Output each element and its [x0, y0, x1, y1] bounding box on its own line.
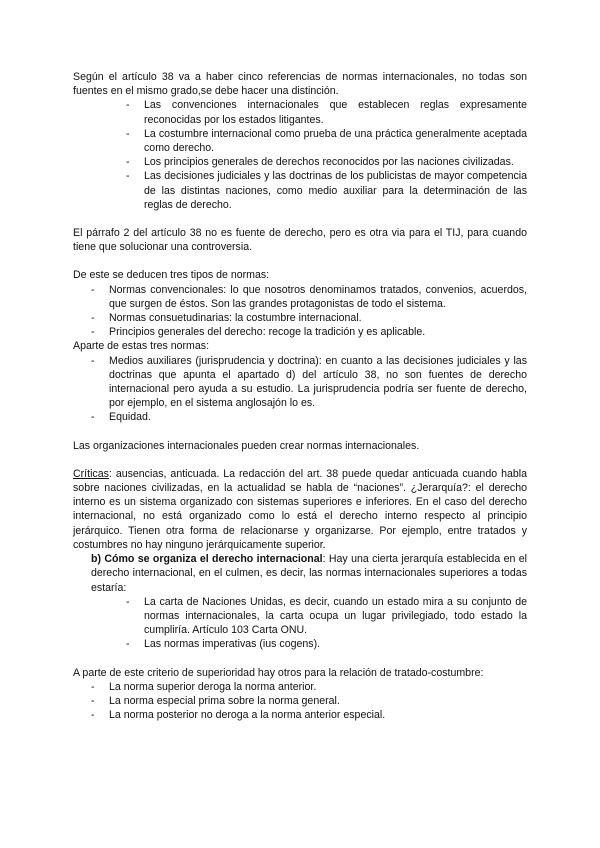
- paragraph-intro: Según el artículo 38 va a haber cinco referencias de normas internacionales, no todas son fuentes en el mismo grado,se debe hacer una distinción.: [73, 71, 527, 98]
- paragraph-criteria: A parte de este criterio de superioridad hay otros para la relación de tratado-costumbre:: [73, 666, 484, 679]
- list-item: - La costumbre internacional como prueba de una práctica generalmente aceptada como derecho.: [73, 127, 527, 155]
- paragraph-norm-types: De este se deducen tres tipos de normas:: [73, 269, 270, 282]
- page-content: [73, 70, 527, 722]
- list-item: - La norma posterior no deroga a la norma anterior especial.: [73, 708, 527, 722]
- paragraph-article-38: El párrafo 2 del artículo 38 no es fuente de derecho, pero es otra via para el TIJ, para cuando tiene que solucionar una controversia.: [73, 227, 527, 254]
- paragraph-criticas: [73, 467, 527, 552]
- list-auxiliary: [73, 354, 527, 425]
- paragraph-organizations: Las organizaciones internacionales pueden crear normas internacionales.: [73, 439, 420, 452]
- list-item: - Las convenciones internacionales que establecen reglas expresamente reconocidas por los estados litigantes.: [73, 98, 527, 126]
- paragraph-section-b: [73, 552, 527, 595]
- list-criteria: [73, 680, 527, 723]
- list-item: - Medios auxiliares (jurisprudencia y doctrina): en cuanto a las decisiones judiciales y las doctrinas que apunta el apartado d) del artículo 38, no son fuentes de derecho internacional pero ayuda a su estudio. La jurisprudencia podría ser fuente de derecho, por ejemplo, en el sistema anglosajón lo es.: [73, 354, 527, 411]
- paragraph-apart: Aparte de estas tres normas:: [73, 340, 210, 353]
- criticas-text: : ausencias, anticuada. La redacción del art. 38 puede quedar anticuada cuando habla sobre naciones civilizadas, en la actualidad se habla de “naciones”. ¿Jerarquía?: el derecho interno es un sistema organizado con sistemas superiores e inferiores. En el caso del derecho internacional, no está organizado como lo está el derecho interno respecto al principio jerárquico. Tienen otra forma de relacionarse y organizarse. Por ejemplo, entre tratados y costumbres no hay ninguno jerárquicamente superior.: [73, 467, 527, 551]
- section-b-text: : Hay una cierta jerarquía establecida en el derecho internacional, en el culmen, es decir, las normas internacionales superiores a todas estaría:: [91, 553, 527, 594]
- list-item: - Las normas imperativas (ius cogens).: [73, 637, 527, 651]
- list-sources: [73, 98, 527, 212]
- criticas-label: Críticas: [73, 467, 109, 480]
- list-norm-types: [73, 283, 527, 340]
- list-item: - La norma especial prima sobre la norma general.: [73, 694, 527, 708]
- list-hierarchy: [73, 595, 527, 652]
- list-item: - Normas consuetudinarias: la costumbre internacional.: [73, 311, 527, 325]
- section-b-heading: b) Cómo se organiza el derecho internacional: [91, 553, 323, 566]
- list-item: - La carta de Naciones Unidas, es decir, cuando un estado mira a su conjunto de normas internacionales, la carta ocupa un lugar privilegiado, todo estado la cumpliría. Artículo 103 Carta ONU.: [73, 595, 527, 638]
- list-item: - Equidad.: [73, 410, 527, 424]
- list-item: - La norma superior deroga la norma anterior.: [73, 680, 527, 694]
- list-item: - Principios generales del derecho: recoge la tradición y es aplicable.: [73, 325, 527, 339]
- list-item: - Los principios generales de derechos reconocidos por las naciones civilizadas.: [73, 155, 527, 169]
- list-item: - Normas convencionales: lo que nosotros denominamos tratados, convenios, acuerdos, que surgen de éstos. Son las grandes protagonistas de todo el sistema.: [73, 283, 527, 311]
- list-item: - Las decisiones judiciales y las doctrinas de los publicistas de mayor competencia de las distintas naciones, como medio auxiliar para la determinación de las reglas de derecho.: [73, 169, 527, 212]
